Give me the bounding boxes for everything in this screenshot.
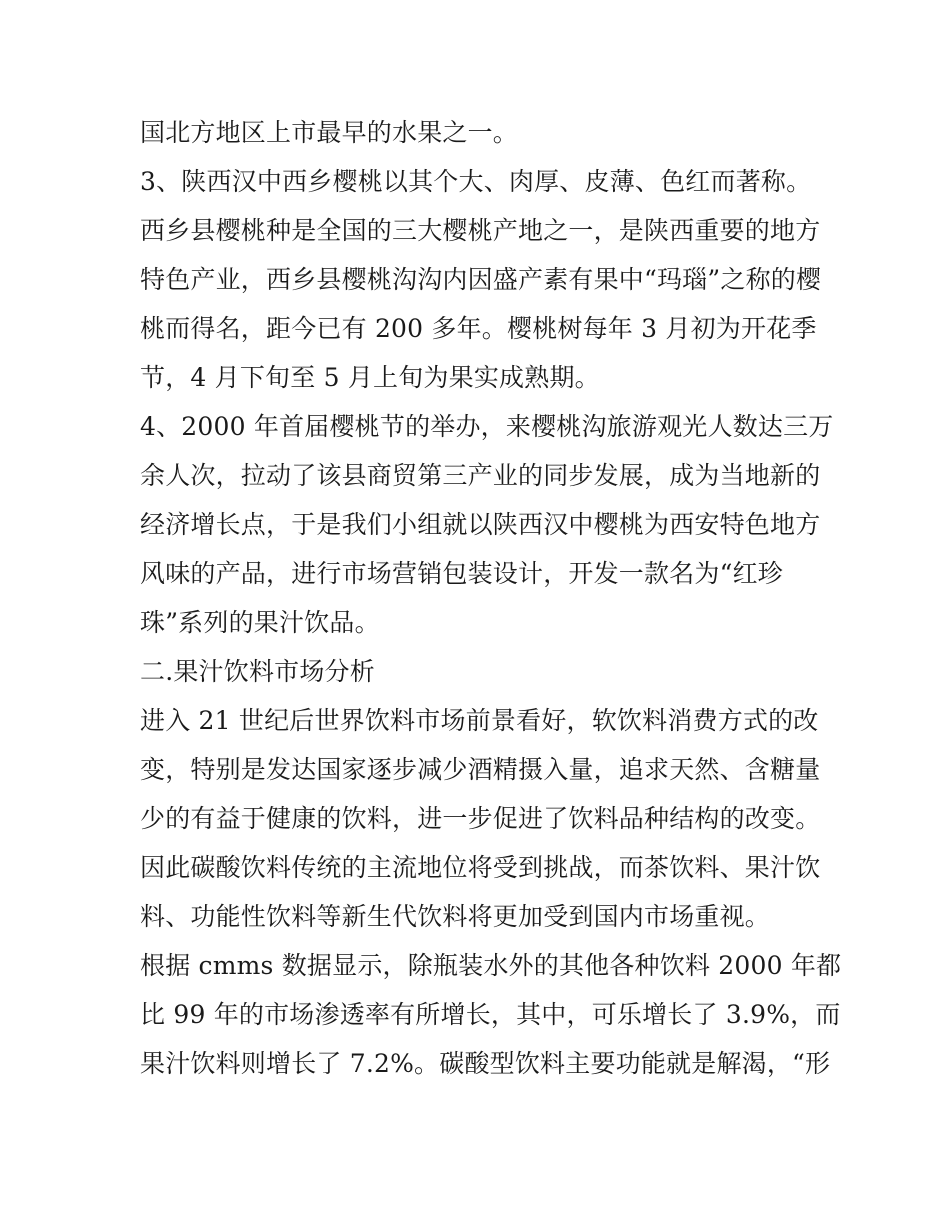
text-line: 比 99 年的市场渗透率有所增长，其中，可乐增长了 3.9%，而 — [140, 1000, 841, 1029]
text-line: 西乡县樱桃种是全国的三大樱桃产地之一，是陕西重要的地方 — [140, 216, 821, 245]
text-line: 少的有益于健康的饮料，进一步促进了饮料品种结构的改变。 — [140, 804, 821, 833]
document-body — [140, 108, 842, 1088]
text-line: 桃而得名，距今已有 200 多年。樱桃树每年 3 月初为开花季 — [140, 314, 817, 343]
text-line: 果汁饮料则增长了 7.2%。碳酸型饮料主要功能就是解渴，“形 — [140, 1049, 831, 1078]
text-line: 因此碳酸饮料传统的主流地位将受到挑战，而茶饮料、果汁饮 — [140, 853, 821, 882]
text-line: 特色产业，西乡县樱桃沟沟内因盛产素有果中“玛瑙”之称的樱 — [140, 265, 822, 294]
text-line: 节，4 月下旬至 5 月上旬为果实成熟期。 — [140, 363, 600, 392]
text-line: 珠”系列的果汁饮品。 — [140, 608, 380, 637]
text-line: 余人次，拉动了该县商贸第三产业的同步发展，成为当地新的 — [140, 461, 821, 490]
text-line: 根据 cmms 数据显示，除瓶装水外的其他各种饮料 2000 年都 — [140, 951, 842, 980]
text-line: 料、功能性饮料等新生代饮料将更加受到国内市场重视。 — [140, 902, 771, 931]
text-line: 经济增长点，于是我们小组就以陕西汉中樱桃为西安特色地方 — [140, 510, 821, 539]
text-line: 国北方地区上市最早的水果之一。 — [140, 118, 519, 147]
text-line: 进入 21 世纪后世界饮料市场前景看好，软饮料消费方式的改 — [140, 706, 819, 735]
text-line: 3、陕西汉中西乡樱桃以其个大、肉厚、皮薄、色红而著称。 — [140, 167, 812, 196]
section-heading: 二.果汁饮料市场分析 — [140, 657, 375, 686]
text-line: 4、2000 年首届樱桃节的举办，来樱桃沟旅游观光人数达三万 — [140, 412, 834, 441]
text-line: 风味的产品，进行市场营销包装设计，开发一款名为“红珍 — [140, 559, 783, 588]
text-line: 变，特别是发达国家逐步减少酒精摄入量，追求天然、含糖量 — [140, 755, 821, 784]
